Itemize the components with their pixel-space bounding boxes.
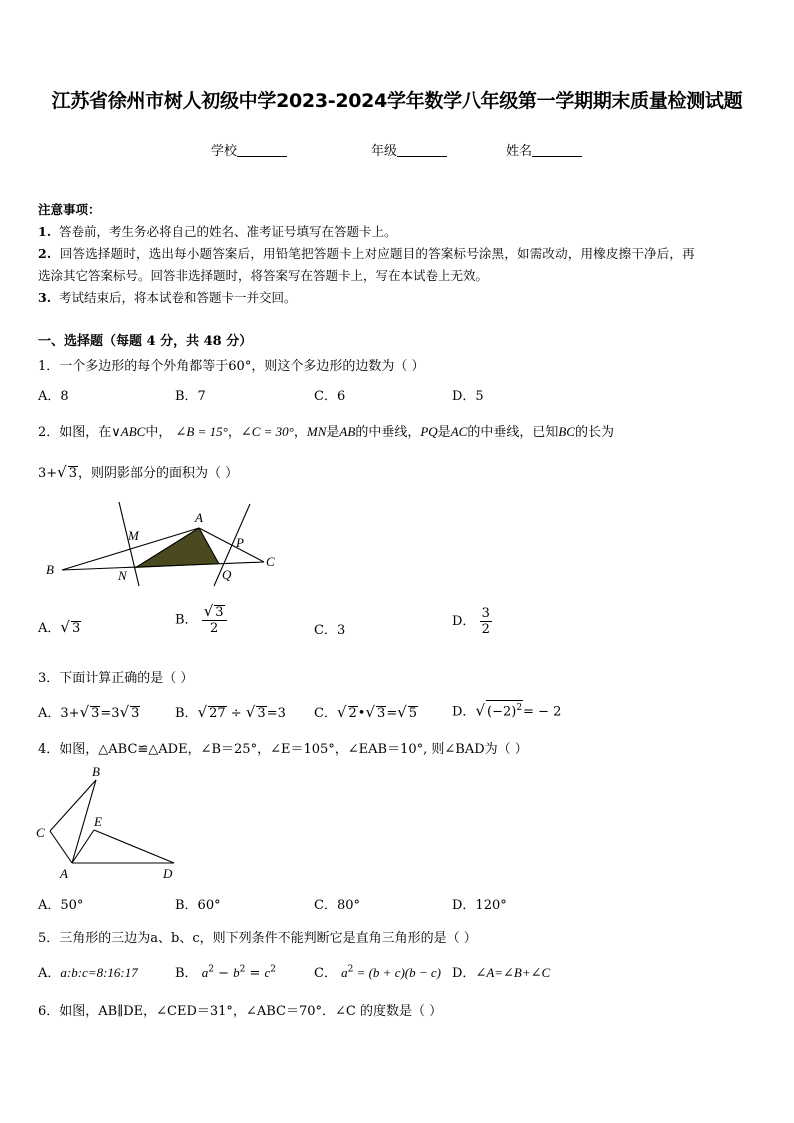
q6-stem: 6．如图，AB∥DE，∠CED＝31°，∠ABC＝70°．∠C 的度数是（ ） (38, 1004, 443, 1019)
fraction-denominator: 2 (209, 621, 219, 636)
note-number: 2. (38, 246, 52, 261)
note-text: 选涂其它答案标号。回答非选择题时，将答案写在答题卡上，写在本试卷上无效。 (38, 268, 489, 283)
q2-text: 2．如图，在 (38, 425, 112, 440)
q2-text: ， (293, 425, 307, 440)
option-radicand (486, 700, 523, 719)
option-expression: a:b:c=8:16:17 (60, 965, 138, 980)
option-radicand: 27 (209, 706, 226, 721)
q2-ab: AB (339, 424, 356, 439)
q2-stem (38, 421, 614, 440)
q2-angle-b: ∠B = 15° (175, 424, 228, 439)
option-text: 3+ (60, 706, 80, 721)
q2-pq: PQ (420, 424, 438, 439)
option-text: =3 (100, 706, 120, 721)
q5-option-d[interactable] (452, 962, 550, 981)
option-radicand: 3 (71, 621, 81, 636)
q4-option-b[interactable]: B．60° (175, 898, 221, 913)
q2-option-a[interactable]: A．√ 3 (38, 618, 81, 636)
note-3 (38, 287, 297, 309)
option-radicand: 2 (348, 706, 357, 721)
q4-label-d: D (163, 866, 173, 881)
option-label: A． (38, 706, 61, 721)
option-label: D． (452, 966, 476, 981)
note-2-cont (38, 265, 488, 287)
q2-text: ，则阴影部分的面积为（ ） (78, 466, 239, 481)
q2-stem-line2: 3+√ 3，则阴影部分的面积为（ ） (38, 463, 239, 481)
q4-segment-ab (72, 780, 96, 863)
option-label: C． (314, 706, 337, 721)
note-number: 3. (38, 290, 52, 305)
q2-figure (38, 500, 288, 592)
q4-segment-ac (50, 831, 72, 863)
option-label: B． (175, 706, 198, 721)
q2-angle-c: ∠C = 30° (240, 424, 294, 439)
q4-option-a[interactable]: A．50° (38, 898, 84, 913)
q2-text: 是 (326, 425, 340, 440)
note-number: 1. (38, 224, 52, 239)
q2-text: 的中垂线，已知 (467, 425, 559, 440)
fraction-numerator: 3 (481, 606, 490, 621)
grade-field[interactable] (371, 140, 447, 159)
q4-figure (34, 763, 184, 881)
q2-length: 3+ (38, 466, 58, 481)
option-radicand: 3 (257, 706, 266, 721)
q1-option-b[interactable]: B．7 (175, 389, 206, 404)
q2-text: 是 (437, 425, 451, 440)
option-radicand: 3 (215, 605, 224, 620)
option-text: = (245, 966, 265, 981)
q2-text: 的中垂线， (355, 425, 421, 440)
q4-segment-ae (72, 830, 94, 863)
name-label: 姓名 (506, 144, 533, 159)
notes-heading: 注意事项： (38, 202, 101, 217)
option-radicand: 3 (377, 706, 386, 721)
q2-shaded-region (135, 528, 219, 568)
var-c: c (264, 965, 271, 980)
q2-mn: MN (306, 424, 327, 439)
option-label: C． (314, 966, 337, 981)
q4-label-c: C (36, 825, 45, 840)
exponent: 2 (516, 703, 523, 713)
option-label: A． (38, 621, 61, 636)
note-text: 答卷前，考生务必将自己的姓名、准考证号填写在答题卡上。 (59, 224, 397, 239)
q1-stem: 1．一个多边形的每个外角都等于60°，则这个多边形的边数为（ ） (38, 359, 425, 374)
fraction-denominator: 2 (481, 622, 490, 637)
q3-option-b[interactable]: B．√ 27 ÷ √ 3=3 (175, 703, 286, 721)
section-heading: 一、选择题（每题 4 分，共 48 分） (38, 334, 253, 349)
exponent: 2 (270, 964, 277, 975)
q5-option-a[interactable] (38, 962, 138, 981)
option-radicand: 3 (91, 706, 100, 721)
option-text: =3 (266, 706, 286, 721)
q3-option-a[interactable]: A．3+√ 3=3√ 3 (38, 703, 140, 721)
name-blank[interactable] (532, 142, 582, 157)
q2-label-b: B (46, 562, 54, 577)
var-b: b (233, 965, 240, 980)
q1-option-a[interactable]: A．8 (38, 389, 69, 404)
q4-stem: 4．如图，△ABC≌△ADE，∠B＝25°，∠E＝105°，∠EAB＝10°, 则∠BAD为（ ） (38, 742, 528, 757)
q1-option-d[interactable]: D．5 (452, 389, 484, 404)
note-2 (38, 243, 695, 265)
q2-option-c[interactable] (314, 619, 345, 638)
exponent: 2 (347, 964, 354, 975)
exponent: 2 (239, 964, 246, 975)
grade-blank[interactable] (397, 142, 447, 157)
fraction-numerator: √ 3 (202, 604, 227, 621)
option-label: D． (452, 614, 476, 629)
q5-option-c[interactable] (314, 962, 441, 981)
q3-option-c[interactable]: C．√ 2•√ 3=√ 5 (314, 703, 418, 721)
q2-option-d-fraction (480, 606, 492, 637)
option-label: B． (175, 966, 198, 981)
option-value: 3 (336, 623, 346, 638)
q2-text: 的长为 (574, 425, 614, 440)
option-radicand: 3 (131, 706, 140, 721)
page-title: 江苏省徐州市树人初级中学2023-2024学年数学八年级第一学期期末质量检测试题 (51, 90, 743, 112)
q4-option-d[interactable]: D．120° (452, 898, 507, 913)
school-blank[interactable] (237, 142, 287, 157)
option-label: C． (314, 623, 337, 638)
q2-label-q: Q (222, 567, 232, 582)
grade-label: 年级 (371, 144, 398, 159)
school-field[interactable] (211, 140, 287, 159)
option-radicand: 5 (408, 706, 418, 721)
q2-length-radicand: 3 (68, 466, 78, 481)
note-text: 回答选择题时，选出每小题答案后，用铅笔把答题卡上对应题目的答案标号涂黑，如需改动，用橡皮擦干净后，再 (59, 246, 695, 261)
q2-label-c: C (266, 554, 275, 569)
option-text: = − 2 (523, 704, 562, 720)
q2-label-n: N (118, 568, 127, 583)
q1-option-c[interactable]: C．6 (314, 389, 346, 404)
exponent: 2 (208, 964, 214, 975)
var-a: a (201, 965, 209, 980)
q2-option-b[interactable] (175, 604, 227, 636)
q4-option-c[interactable]: C．80° (314, 898, 360, 913)
option-expression: ∠A=∠B+∠C (475, 965, 551, 980)
option-text: • (357, 706, 366, 721)
q2-label-a: A (195, 510, 203, 525)
q2-bc: BC (558, 424, 575, 439)
option-text: ÷ (226, 706, 246, 721)
q2-label-m: M (128, 528, 139, 543)
q2-text: 中， (145, 425, 172, 440)
q5-stem: 5．三角形的三边为a、b、c，则下列条件不能判断它是直角三角形的是（ ） (38, 931, 477, 946)
q2-ac: AC (450, 424, 468, 439)
option-label: B． (175, 612, 198, 628)
option-text: = (386, 706, 398, 721)
q4-label-b: B (92, 764, 100, 779)
option-expression: = (b + c)(b − c) (353, 965, 442, 980)
option-text: − (213, 966, 234, 981)
q2-perpendicular-pq (214, 504, 250, 586)
q2-option-b-fraction (202, 604, 227, 636)
q3-option-d[interactable]: D．√ $(-2)^2= - 2$ (452, 701, 562, 720)
q2-text: ， (227, 425, 241, 440)
q4-label-e: E (94, 814, 102, 829)
q2-label-p: P (236, 535, 244, 550)
q5-option-b[interactable] (175, 962, 276, 981)
name-field[interactable] (506, 140, 582, 159)
q4-segment-de (94, 830, 174, 863)
q2-option-d[interactable] (452, 606, 492, 637)
radicand-text: (−2) (487, 704, 517, 720)
note-1 (38, 221, 397, 243)
var-a: a (341, 965, 348, 980)
option-label: A． (38, 966, 61, 981)
q3-stem: 3．下面计算正确的是（ ） (38, 671, 194, 686)
note-text: 考试结束后，将本试卷和答题卡一并交回。 (59, 290, 297, 305)
q4-label-a: A (60, 866, 68, 881)
option-label: D． (452, 704, 476, 720)
q2-triangle: ∨ABC (111, 424, 146, 439)
school-label: 学校 (211, 144, 238, 159)
